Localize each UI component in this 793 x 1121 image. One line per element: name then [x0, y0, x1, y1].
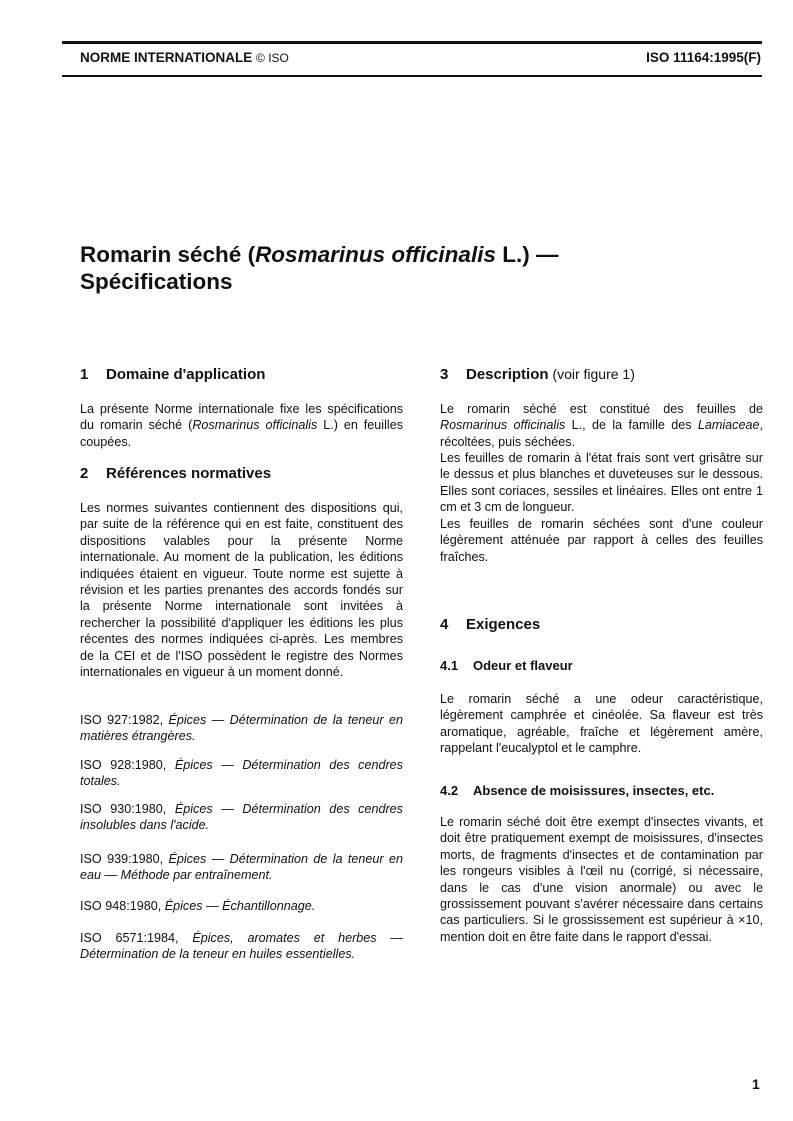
section-2-heading: 2 Références normatives — [80, 465, 272, 482]
header-left — [80, 50, 289, 65]
reference-item: ISO 948:1980, Épices — Échantillonnage. — [80, 899, 316, 913]
page-number: 1 — [752, 1076, 760, 1092]
page-title: Romarin séché (Rosmarinus officinalis L.) — Spécifications — [80, 242, 559, 294]
section-3-heading: 3 Description (voir figure 1) — [440, 366, 635, 383]
header-norme: NORME INTERNATIONALE — [80, 50, 253, 65]
section-1-heading: 1 Domaine d'application — [80, 366, 266, 383]
reference-item: ISO 928:1980, Épices — Détermination des cendres totales. — [80, 758, 403, 789]
section-3-text-2: Les feuilles de romarin à l'état frais sont vert grisâtre sur le dessus et plus blanches et duveteuses sur le dessous. Elles sont coriaces, sessiles et linéaires. Elles ont entre 1 cm et 3 cm de longueur. — [440, 451, 763, 515]
section-4-heading: 4 Exigences — [440, 616, 541, 633]
header-standard-number: ISO 11164:1995(F) — [646, 50, 761, 65]
header-top-rule — [62, 41, 762, 44]
reference-item: ISO 927:1982, Épices — Détermination de la teneur en matières étrangères. — [80, 713, 403, 744]
reference-item: ISO 6571:1984, Épices, aromates et herbes — Détermination de la teneur en huiles essentielles. — [80, 931, 403, 962]
section-4-2-text: Le romarin séché doit être exempt d'insectes vivants, et doit être pratiquement exempt de moisissures, d'insectes morts, de fragments d'insectes et de contamination par les rongeurs visibles à l'œil nu (corrigé, si nécessaire, dans le cas d'une vision anormale) ou avec le grossissement pouvant s'avérer nécessaire dans certains cas particuliers. Si le grossissement est supérieur à ×10, mention doit en être faite dans le rapport d'essai. — [440, 815, 763, 944]
section-4-1-heading: 4.1 Odeur et flaveur — [440, 658, 573, 673]
header-bottom-rule — [62, 75, 762, 77]
section-4-2-heading: 4.2 Absence de moisissures, insectes, etc. — [440, 783, 715, 798]
reference-item: ISO 930:1980, Épices — Détermination des cendres insolubles dans l'acide. — [80, 802, 403, 833]
section-1-text: La présente Norme internationale fixe les spécifications du romarin séché (Rosmarinus officinalis L.) en feuilles coupées. — [80, 402, 404, 449]
header-copyright: © ISO — [256, 51, 289, 65]
section-4-1-text: Le romarin séché a une odeur caractéristique, légèrement camphrée et cinéolée. Sa flaveur est très aromatique, agréable, fraîche et légèrement amère, rappelant l'eucalyptol et le camphre. — [440, 692, 763, 756]
section-2-text: Les normes suivantes contiennent des dispositions qui, par suite de la référence qui en est faite, constituent des dispositions valables pour la présente Norme internationale. Au moment de la publication, les éditions indiquées étaient en vigueur. Toute norme est sujette à révision et les parties prenantes des accords fondés sur la présente Norme internationale sont invitées à rechercher la possibilité d'appliquer les éditions les plus récentes des normes indiquées ci-après. Les membres de la CEI et de l'ISO possèdent le registre des Normes internationales en vigueur à un moment donné. — [80, 501, 403, 680]
reference-item: ISO 939:1980, Épices — Détermination de la teneur en eau — Méthode par entraînement. — [80, 852, 403, 883]
section-3-text-1: Le romarin séché est constitué des feuilles de Rosmarinus officinalis L., de la famille des Lamiaceae, récoltées, puis séchées. — [440, 402, 763, 449]
section-3-text-3: Les feuilles de romarin séchées sont d'une couleur légèrement atténuée par rapport à celles des feuilles fraîches. — [440, 517, 763, 564]
